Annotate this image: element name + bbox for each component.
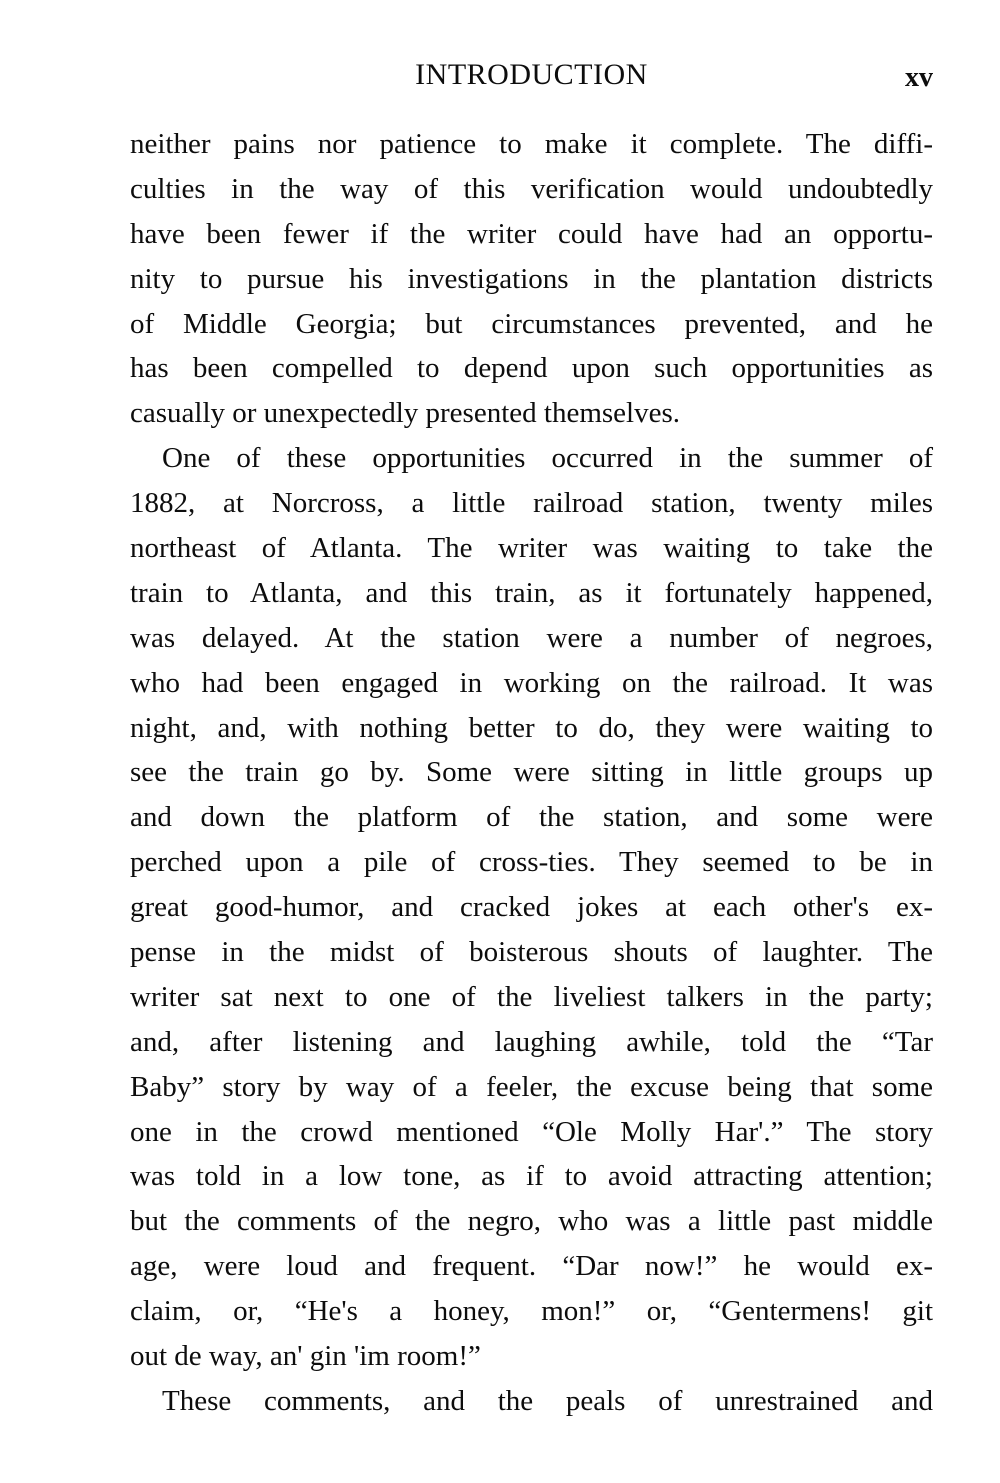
text-line: 1882, at Norcross, a little railroad station, twenty miles: [130, 487, 933, 520]
running-head: INTRODUCTION: [415, 58, 648, 91]
text-line: one in the crowd mentioned “Ole Molly Har'.” The story: [130, 1115, 933, 1148]
text-line: and down the platform of the station, and some were: [130, 801, 933, 834]
text-line: age, were loud and frequent. “Dar now!” he would ex-: [130, 1250, 933, 1283]
text-line: great good-humor, and cracked jokes at each other's ex-: [130, 891, 933, 924]
text-line: casually or unexpectedly presented themselves.: [130, 397, 680, 430]
text-line: Baby” story by way of a feeler, the excuse being that some: [130, 1070, 933, 1103]
text-line: writer sat next to one of the liveliest talkers in the party;: [130, 980, 933, 1013]
text-line: pense in the midst of boisterous shouts of laughter. The: [130, 936, 933, 969]
text-line: night, and, with nothing better to do, they were waiting to: [130, 711, 933, 744]
text-line: These comments, and the peals of unrestrained and: [162, 1384, 933, 1417]
page-number: xv: [905, 62, 933, 93]
text-line: have been fewer if the writer could have had an opportu-: [130, 217, 933, 250]
text-line: who had been engaged in working on the railroad. It was: [130, 666, 933, 699]
text-line: and, after listening and laughing awhile, told the “Tar: [130, 1025, 933, 1058]
text-line: train to Atlanta, and this train, as it fortunately happened,: [130, 576, 933, 609]
text-line: northeast of Atlanta. The writer was waiting to take the: [130, 532, 933, 565]
text-line: culties in the way of this verification would undoubtedly: [130, 172, 933, 205]
text-line: perched upon a pile of cross-ties. They seemed to be in: [130, 846, 933, 879]
text-line: was told in a low tone, as if to avoid attracting attention;: [130, 1160, 933, 1193]
text-line: see the train go by. Some were sitting in little groups up: [130, 756, 933, 789]
page-header: [130, 58, 933, 98]
body-text: [130, 122, 933, 1424]
text-line: of Middle Georgia; but circumstances prevented, and he: [130, 307, 933, 340]
text-line: was delayed. At the station were a number of negroes,: [130, 621, 933, 654]
text-line: neither pains nor patience to make it complete. The diffi-: [130, 128, 933, 160]
text-line: out de way, an' gin 'im room!”: [130, 1340, 481, 1373]
text-line: but the comments of the negro, who was a little past middle: [130, 1205, 933, 1238]
text-line: has been compelled to depend upon such opportunities as: [130, 352, 933, 385]
text-line: nity to pursue his investigations in the plantation districts: [130, 262, 933, 295]
text-line: claim, or, “He's a honey, mon!” or, “Gentermens! git: [130, 1295, 933, 1328]
text-line: One of these opportunities occurred in the summer of: [162, 442, 933, 475]
